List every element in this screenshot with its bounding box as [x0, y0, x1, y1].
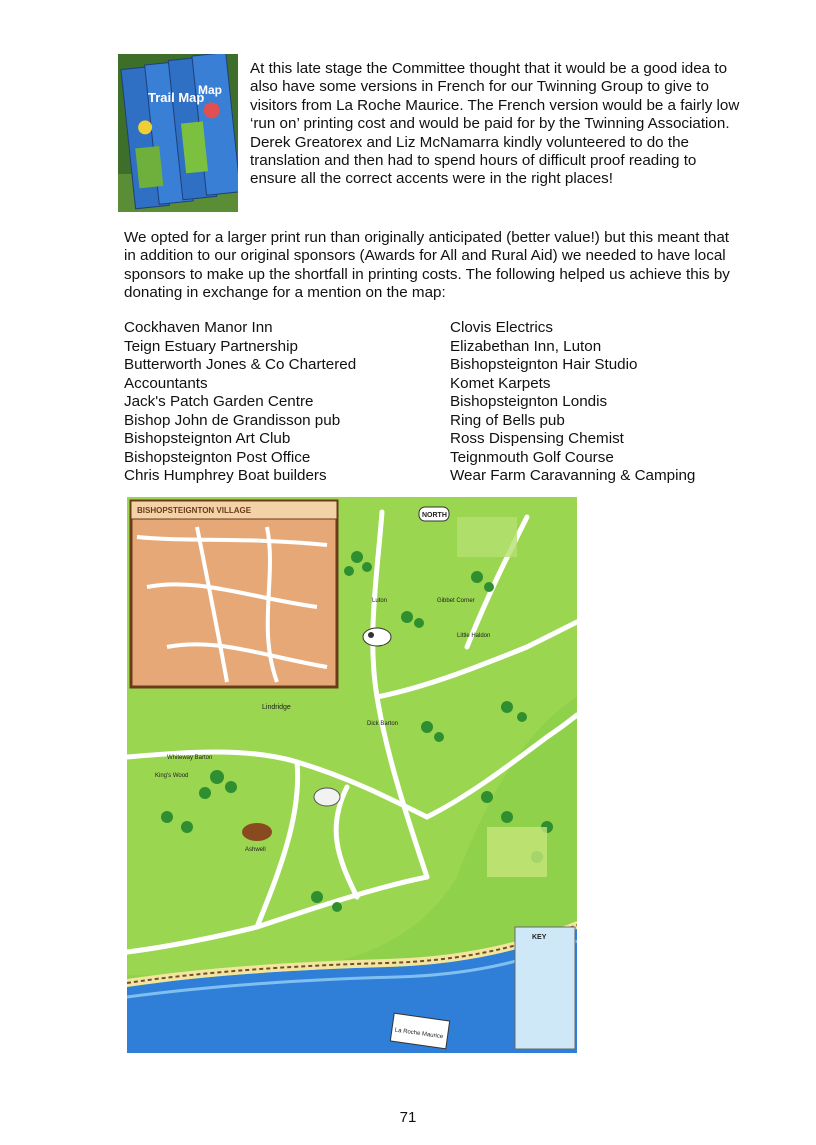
sponsor-item: Komet Karpets [450, 374, 551, 392]
sponsor-item: Chris Humphrey Boat builders [124, 467, 327, 484]
sponsor-item: Bishopsteignton Art Club [124, 430, 291, 447]
inset-map-title: BISHOPSTEIGNTON VILLAGE [137, 506, 252, 515]
sponsor-item: Bishopsteignton Post Office [124, 448, 311, 466]
cow-illustration [363, 628, 391, 646]
dick-barton-label: Dick Barton [367, 721, 399, 727]
brochure-title: Trail Map [148, 90, 205, 105]
sponsor-paragraph: We opted for a larger print run than originally anticipated (better value!) but this meant that in addition to our original sponsors (Awards for All and Rural Aid) we needed to have local sponsors to make up the shortfall in printing costs. The following helped us achieve this by donating in exchange for a mention on the map: [124, 229, 730, 302]
sponsor-item: Ring of Bells pub [450, 411, 565, 429]
trail-map [127, 497, 577, 1053]
sponsor-item: Ross Dispensing Chemist [450, 430, 624, 447]
map-key-title: KEY [532, 934, 547, 941]
ashwell-label: Ashwell [245, 847, 266, 853]
sponsor-item: Accountants [124, 374, 208, 392]
intro-paragraph: At this late stage the Committee thought that it would be a good idea to also have some versions in French for our Twinning Group to give to visitors from La Roche Maurice. The French version would be a fairly low ‘run on’ printing cost and would be paid for by the Twinning Association. Derek Greatorex and Liz McNamarra kindly volunteered to do the translation and then had to spend hours of difficult proof reading to ensure all the correct accents were in the right places! [250, 60, 740, 188]
sponsor-item: Bishopsteignton Londis [450, 393, 608, 410]
page-number: 71 [399, 1109, 417, 1126]
sponsor-item: Elizabethan Inn, Luton [450, 337, 602, 355]
lindridge-label: Lindridge [262, 704, 291, 711]
little-haldon-label: Little Haldon [457, 633, 491, 639]
trail-map-illustration [127, 497, 577, 1053]
brochure-illustration [118, 54, 238, 212]
sponsor-item: Bishopsteignton Hair Studio [450, 356, 638, 373]
luton-label: Luton [372, 598, 388, 604]
sponsor-item: Butterworth Jones & Co Chartered [124, 356, 357, 373]
la-roche-sign-label: La Roche Maurice [394, 1027, 444, 1041]
sponsor-item: Jack's Patch Garden Centre [124, 393, 314, 410]
sponsor-item: Teignmouth Golf Course [450, 448, 614, 466]
sponsor-item: Bishop John de Grandisson pub [124, 411, 341, 429]
north-label: NORTH [422, 512, 447, 519]
kings-wood-label: King's Wood [155, 773, 189, 779]
gibbet-corner-label: Gibbet Corner [437, 598, 475, 604]
sponsor-item: Wear Farm Caravanning & Camping [450, 467, 696, 484]
sponsor-list-right [450, 319, 750, 486]
whiteway-barton-label: Whiteway Barton [167, 755, 213, 761]
sponsor-item: Teign Estuary Partnership [124, 337, 298, 355]
trail-map-brochure-photo [118, 54, 238, 212]
sponsor-item: Clovis Electrics [450, 319, 553, 336]
sponsor-list-left [124, 319, 424, 486]
brochure-title-2: Map [198, 83, 222, 97]
sponsor-item: Cockhaven Manor Inn [124, 319, 273, 336]
